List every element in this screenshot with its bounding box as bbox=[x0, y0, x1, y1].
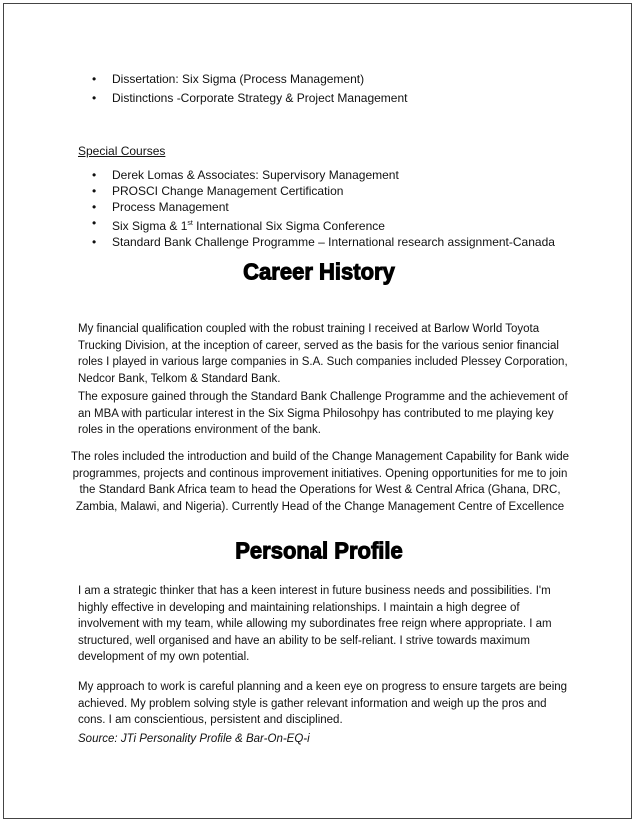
special-courses-list bbox=[92, 168, 555, 250]
ordinal-superscript: st bbox=[187, 220, 193, 227]
profile-paragraph-2: My approach to work is careful planning and a keen eye on progress to ensure targets are being achieved. My problem solving style is gather relevant information and weigh up the pros and cons. I am conscientious, persistent and disciplined. bbox=[78, 681, 568, 726]
list-item: • Derek Lomas & Associates: Supervisory Management bbox=[92, 168, 555, 183]
source-note: Source: JTi Personality Profile & Bar-On-EQ-i bbox=[78, 733, 310, 745]
list-item: • Distinctions -Corporate Strategy & Project Management bbox=[92, 91, 407, 106]
list-item: • Process Management bbox=[92, 200, 555, 215]
career-paragraph-2: The exposure gained through the Standard Bank Challenge Programme and the achievement of an MBA with particular interest in the Six Sigma Philosohpy has contributed to me playing key roles in the operations environment of the bank. bbox=[78, 391, 568, 436]
career-paragraph-1: My financial qualification coupled with the robust training I received at Barlow World Toyota Trucking Division, at the inception of career, served as the basis for the various senior financial roles I played in various large companies in S.A. Such companies included Plessey Corporation, Nedcor Bank, Telkom & Standard Bank. bbox=[78, 323, 568, 385]
list-item: • Dissertation: Six Sigma (Process Management) bbox=[92, 72, 407, 87]
profile-paragraph-1: I am a strategic thinker that has a keen interest in future business needs and possibilities. I'm highly effective in developing and maintaining relationships. I maintain a high degree of involvement with my team, while allowing my subordinates free reign where appropriate. I am structured, well organised and have an ability to be self-reliant. I strive towards maximum development of my own potential. bbox=[78, 585, 552, 663]
career-paragraph-3: The roles included the introduction and build of the Change Management Capability for Bank wide programmes, projects and continous improvement initiatives. Opening opportunities for me to join the Standard Bank Africa team to head the Operations for West & Central Africa (Ghana, DRC, Zambia, Malawi, and Nigeria). Currently Head of the Change Management Centre of Excellence bbox=[70, 451, 569, 513]
six-sigma-prefix: Six Sigma & 1 bbox=[112, 219, 188, 233]
personal-profile-heading: Personal Profile bbox=[235, 537, 403, 564]
list-item: • PROSCI Change Management Certification bbox=[92, 184, 555, 199]
six-sigma-suffix: International Six Sigma Conference bbox=[192, 219, 385, 233]
special-courses-heading: Special Courses bbox=[78, 144, 166, 158]
career-history-heading: Career History bbox=[243, 258, 395, 285]
list-item bbox=[92, 216, 555, 234]
list-item: • Standard Bank Challenge Programme – International research assignment-Canada bbox=[92, 235, 555, 250]
education-list bbox=[92, 72, 407, 106]
